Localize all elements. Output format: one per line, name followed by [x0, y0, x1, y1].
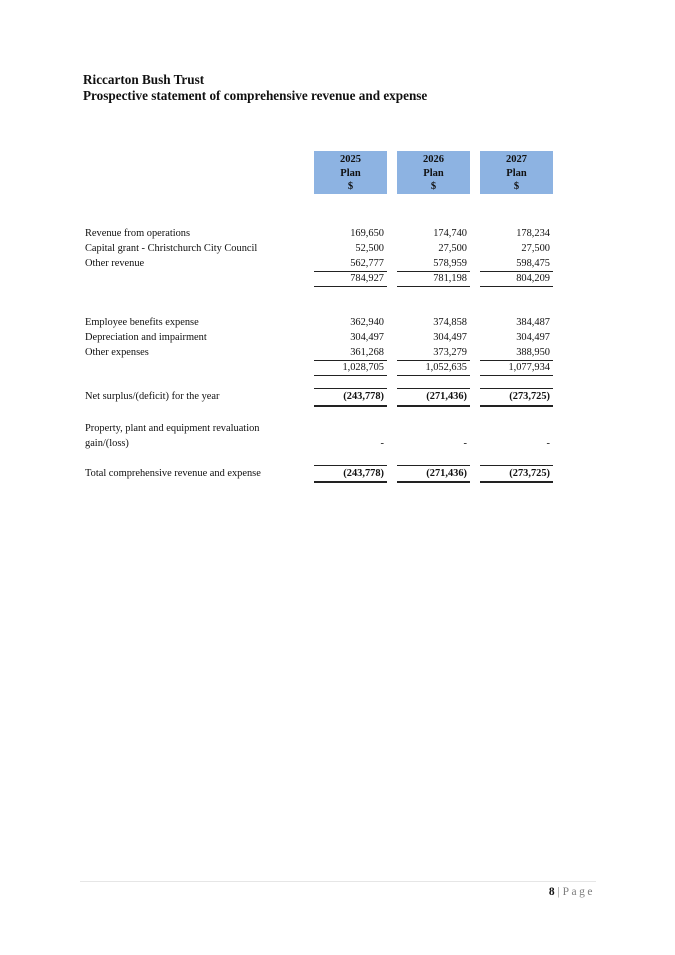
total-comprehensive-cell: (273,725)	[509, 468, 550, 479]
page-footer	[549, 886, 595, 898]
revenue-total-cell: 804,209	[516, 273, 550, 284]
row-label-other-expenses: Other expenses	[85, 347, 149, 358]
document-heading	[83, 72, 427, 103]
value-cell: 174,740	[433, 228, 467, 239]
column-year: 2026	[423, 154, 444, 165]
subtotal-rule	[397, 360, 470, 361]
value-cell: -	[463, 438, 467, 449]
row-label-net-surplus: Net surplus/(deficit) for the year	[85, 391, 220, 402]
total-top-rule	[480, 465, 553, 466]
row-label-employee-benefits: Employee benefits expense	[85, 317, 199, 328]
value-cell: 304,497	[516, 332, 550, 343]
column-year: 2025	[340, 154, 361, 165]
value-cell: 304,497	[433, 332, 467, 343]
net-surplus-cell: (273,725)	[509, 391, 550, 402]
row-label-revaluation: Property, plant and equipment revaluation	[85, 423, 260, 434]
double-rule	[314, 405, 387, 407]
expenses-total-cell: 1,028,705	[342, 362, 384, 373]
row-label-revaluation-line2: gain/(loss)	[85, 438, 129, 449]
value-cell: 562,777	[350, 258, 384, 269]
value-cell: 362,940	[350, 317, 384, 328]
column-header-2025	[314, 151, 387, 194]
value-cell: 598,475	[516, 258, 550, 269]
page-word: Page	[562, 886, 595, 898]
subtotal-rule	[314, 360, 387, 361]
value-cell: 373,279	[433, 347, 467, 358]
page-number: 8	[548, 886, 555, 898]
column-header-2027	[480, 151, 553, 194]
revenue-total-cell: 784,927	[350, 273, 384, 284]
total-top-rule	[397, 465, 470, 466]
column-label: Plan	[340, 167, 361, 179]
row-label-revenue-operations: Revenue from operations	[85, 228, 191, 239]
double-rule	[480, 481, 553, 483]
column-unit: $	[430, 181, 437, 193]
subtotal-rule	[480, 271, 553, 272]
value-cell: 388,950	[516, 347, 550, 358]
value-cell: 178,234	[516, 228, 550, 239]
total-rule	[314, 286, 387, 287]
total-rule	[397, 286, 470, 287]
net-surplus-cell: (243,778)	[343, 391, 384, 402]
column-label: Plan	[506, 167, 527, 179]
value-cell: 27,500	[438, 243, 467, 254]
footer-divider	[80, 881, 596, 882]
total-rule	[314, 375, 387, 376]
value-cell: 578,959	[433, 258, 467, 269]
double-rule	[397, 481, 470, 483]
total-comprehensive-cell: (271,436)	[426, 468, 467, 479]
row-label-depreciation: Depreciation and impairment	[85, 332, 207, 343]
double-rule	[314, 481, 387, 483]
total-rule	[397, 375, 470, 376]
value-cell: -	[380, 438, 384, 449]
row-label-other-revenue: Other revenue	[85, 258, 145, 269]
net-top-rule	[397, 388, 470, 389]
organisation-name: Riccarton Bush Trust	[83, 72, 205, 87]
value-cell: 374,858	[433, 317, 467, 328]
net-top-rule	[314, 388, 387, 389]
total-comprehensive-cell: (243,778)	[343, 468, 384, 479]
expenses-total-cell: 1,052,635	[425, 362, 467, 373]
net-surplus-cell: (271,436)	[426, 391, 467, 402]
subtotal-rule	[314, 271, 387, 272]
value-cell: 304,497	[350, 332, 384, 343]
revenue-total-cell: 781,198	[433, 273, 467, 284]
value-cell: -	[546, 438, 550, 449]
column-header-2026	[397, 151, 470, 194]
value-cell: 384,487	[516, 317, 550, 328]
value-cell: 52,500	[355, 243, 384, 254]
total-rule	[480, 375, 553, 376]
net-top-rule	[480, 388, 553, 389]
column-year: 2027	[506, 154, 527, 165]
subtotal-rule	[480, 360, 553, 361]
column-unit: $	[513, 181, 520, 193]
total-rule	[480, 286, 553, 287]
row-label-capital-grant: Capital grant - Christchurch City Council	[85, 243, 258, 254]
statement-title: Prospective statement of comprehensive revenue and expense	[83, 87, 428, 103]
value-cell: 169,650	[350, 228, 384, 239]
column-unit: $	[347, 181, 354, 193]
total-top-rule	[314, 465, 387, 466]
double-rule	[397, 405, 470, 407]
value-cell: 361,268	[350, 347, 384, 358]
row-label-total-comprehensive: Total comprehensive revenue and expense	[85, 468, 261, 479]
expenses-total-cell: 1,077,934	[508, 362, 550, 373]
column-label: Plan	[423, 167, 444, 179]
subtotal-rule	[397, 271, 470, 272]
double-rule	[480, 405, 553, 407]
value-cell: 27,500	[521, 243, 550, 254]
footer-separator: |	[557, 886, 560, 898]
